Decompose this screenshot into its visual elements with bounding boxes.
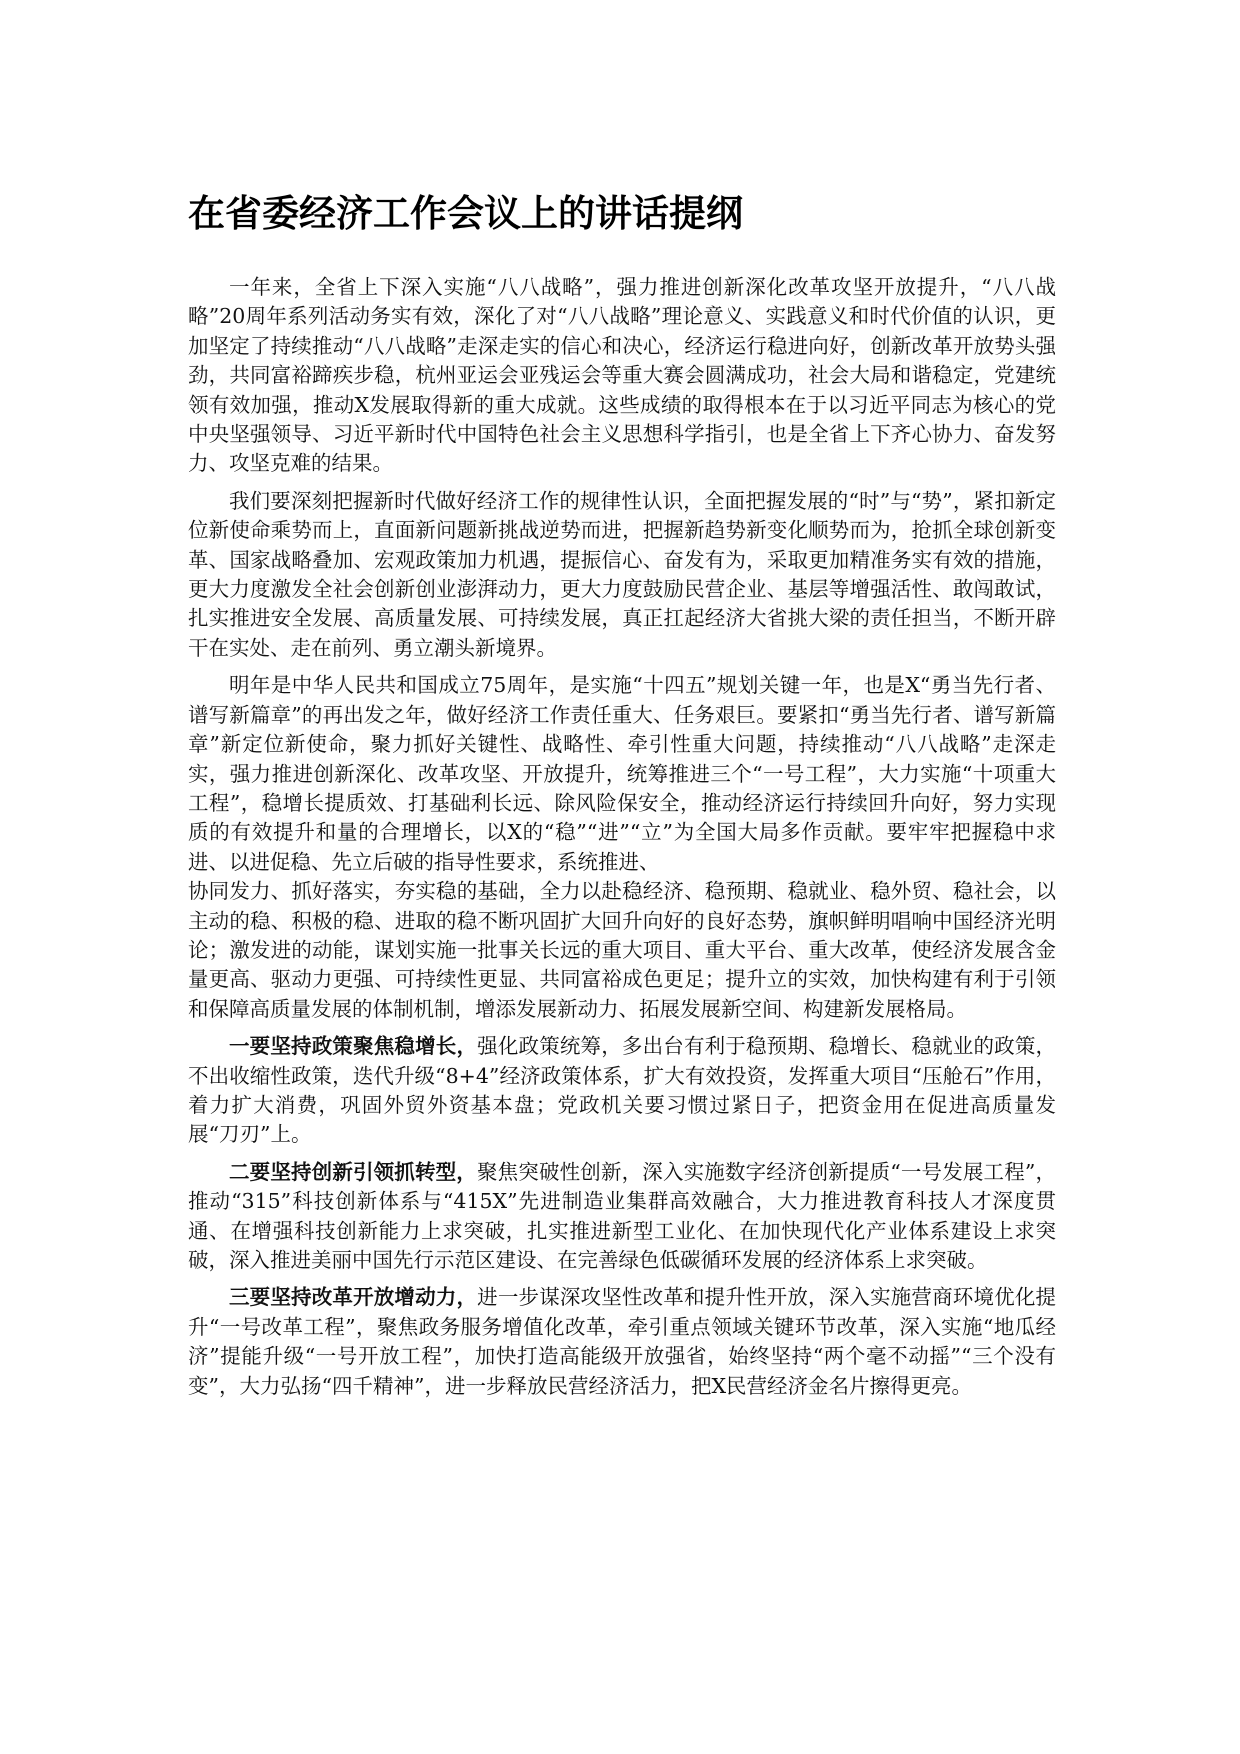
- paragraph-text: 强化政策统筹，多出台有利于稳预期、稳增长、稳就业的政策，不出收缩性政策，迭代升级“8+4”经济政策体系，扩大有效投资，发挥重大项目“压舱石”作用，着力扩大消费，巩固外贸外资基本盘；党政机关要习惯过紧日子，把资金用在促进高质量发展“刀刃”上。: [188, 1034, 1057, 1147]
- paragraph-text: 一年来，全省上下深入实施“八八战略”，强力推进创新深化改革攻坚开放提升，“八八战略”20周年系列活动务实有效，深化了对“八八战略”理论意义、实践意义和时代价值的认识，更加坚定了持续推动“八八战略”走深走实的信心和决心，经济运行稳进向好，创新改革开放势头强劲，共同富裕蹄疾步稳，杭州亚运会亚残运会等重大赛会圆满成功，社会大局和谐稳定，党建统领有效加强，推动X发展取得新的重大成就。这些成绩的取得根本在于以习近平同志为核心的党中央坚强领导、习近平新时代中国特色社会主义思想科学指引，也是全省上下齐心协力、奋发努力、攻坚克难的结果。: [188, 275, 1056, 476]
- paragraph-reform-opening: [188, 1283, 1056, 1401]
- paragraph-text: 我们要深刻把握新时代做好经济工作的规律性认识，全面把握发展的“时”与“势”，紧扣新定位新使命乘势而上，直面新问题新挑战逆势而进，把握新趋势新变化顺势而为，抢抓全球创新变革、国家战略叠加、宏观政策加力机遇，提振信心、奋发有为，采取更加精准务实有效的措施，更大力度激发全社会创新创业澎湃动力，更大力度鼓励民营企业、基层等增强活性、敢闯敢试，扎实推进安全发展、高质量发展、可持续发展，真正扛起经济大省挑大梁的责任担当，不断开辟干在实处、走在前列、勇立潮头新境界。: [188, 488, 1056, 660]
- paragraph-text: 进一步谋深攻坚性改革和提升性开放，深入实施营商环境优化提升“一号改革工程”，聚焦政务服务增值化改革，牵引重点领域关键环节改革，深入实施“地瓜经济”提能升级“一号开放工程”，加快打造高能级开放强省，始终坚持“两个毫不动摇”“三个没有变”，大力弘扬“四千精神”，进一步释放民营经济活力，把X民营经济金名片擦得更亮。: [188, 1285, 1057, 1398]
- paragraph-economic-understanding: [188, 487, 1056, 663]
- paragraph-innovation-transformation: [188, 1158, 1056, 1276]
- paragraph-annual-review: [188, 273, 1056, 479]
- paragraph-lead-heading: 三要坚持改革开放增动力，: [229, 1285, 478, 1310]
- paragraph-stability-progress: [188, 877, 1056, 1024]
- document-page: [188, 190, 1056, 1409]
- paragraph-lead-heading: 二要坚持创新引领抓转型，: [229, 1159, 477, 1184]
- paragraph-text: 明年是中华人民共和国成立75周年，是实施“十四五”规划关键一年，也是X“勇当先行者、谱写新篇章”的再出发之年，做好经济工作责任重大、任务艰巨。要紧扣“勇当先行者、谱写新篇章”新定位新使命，聚力抓好关键性、战略性、牵引性重大问题，持续推动“八八战略”走深走实，强力推进创新深化、改革攻坚、开放提升，统筹推进三个“一号工程”，大力实施“十项重大工程”，稳增长提质效、打基础利长远、除风险保安全，推动经济运行持续回升向好，努力实现质的有效提升和量的合理增长，以X的“稳”“进”“立”为全国大局多作贡献。要牢牢把握稳中求进、以进促稳、先立后破的指导性要求，系统推进、: [188, 673, 1056, 874]
- document-title: 在省委经济工作会议上的讲话提纲: [188, 192, 743, 235]
- paragraph-lead-heading: 一要坚持政策聚焦稳增长，: [229, 1034, 478, 1059]
- paragraph-text: 协同发力、抓好落实，夯实稳的基础，全力以赴稳经济、稳预期、稳就业、稳外贸、稳社会，以主动的稳、积极的稳、进取的稳不断巩固扩大回升向好的良好态势，旗帜鲜明唱响中国经济光明论；激发进的动能，谋划实施一批事关长远的重大项目、重大平台、重大改革，使经济发展含金量更高、驱动力更强、可持续性更显、共同富裕成色更足；提升立的实效，加快构建有利于引领和保障高质量发展的体制机制，增添发展新动力、拓展发展新空间、构建新发展格局。: [188, 879, 1056, 1021]
- paragraph-next-year-goals: [188, 671, 1056, 877]
- paragraph-policy-growth: [188, 1032, 1056, 1150]
- paragraph-text: 聚焦突破性创新，深入实施数字经济创新提质“一号发展工程”，推动“315”科技创新体系与“415X”先进制造业集群高效融合，大力推进教育科技人才深度贯通、在增强科技创新能力上求突破，扎实推进新型工业化、在加快现代化产业体系建设上求突破，深入推进美丽中国先行示范区建设、在完善绿色低碳循环发展的经济体系上求突破。: [188, 1159, 1056, 1272]
